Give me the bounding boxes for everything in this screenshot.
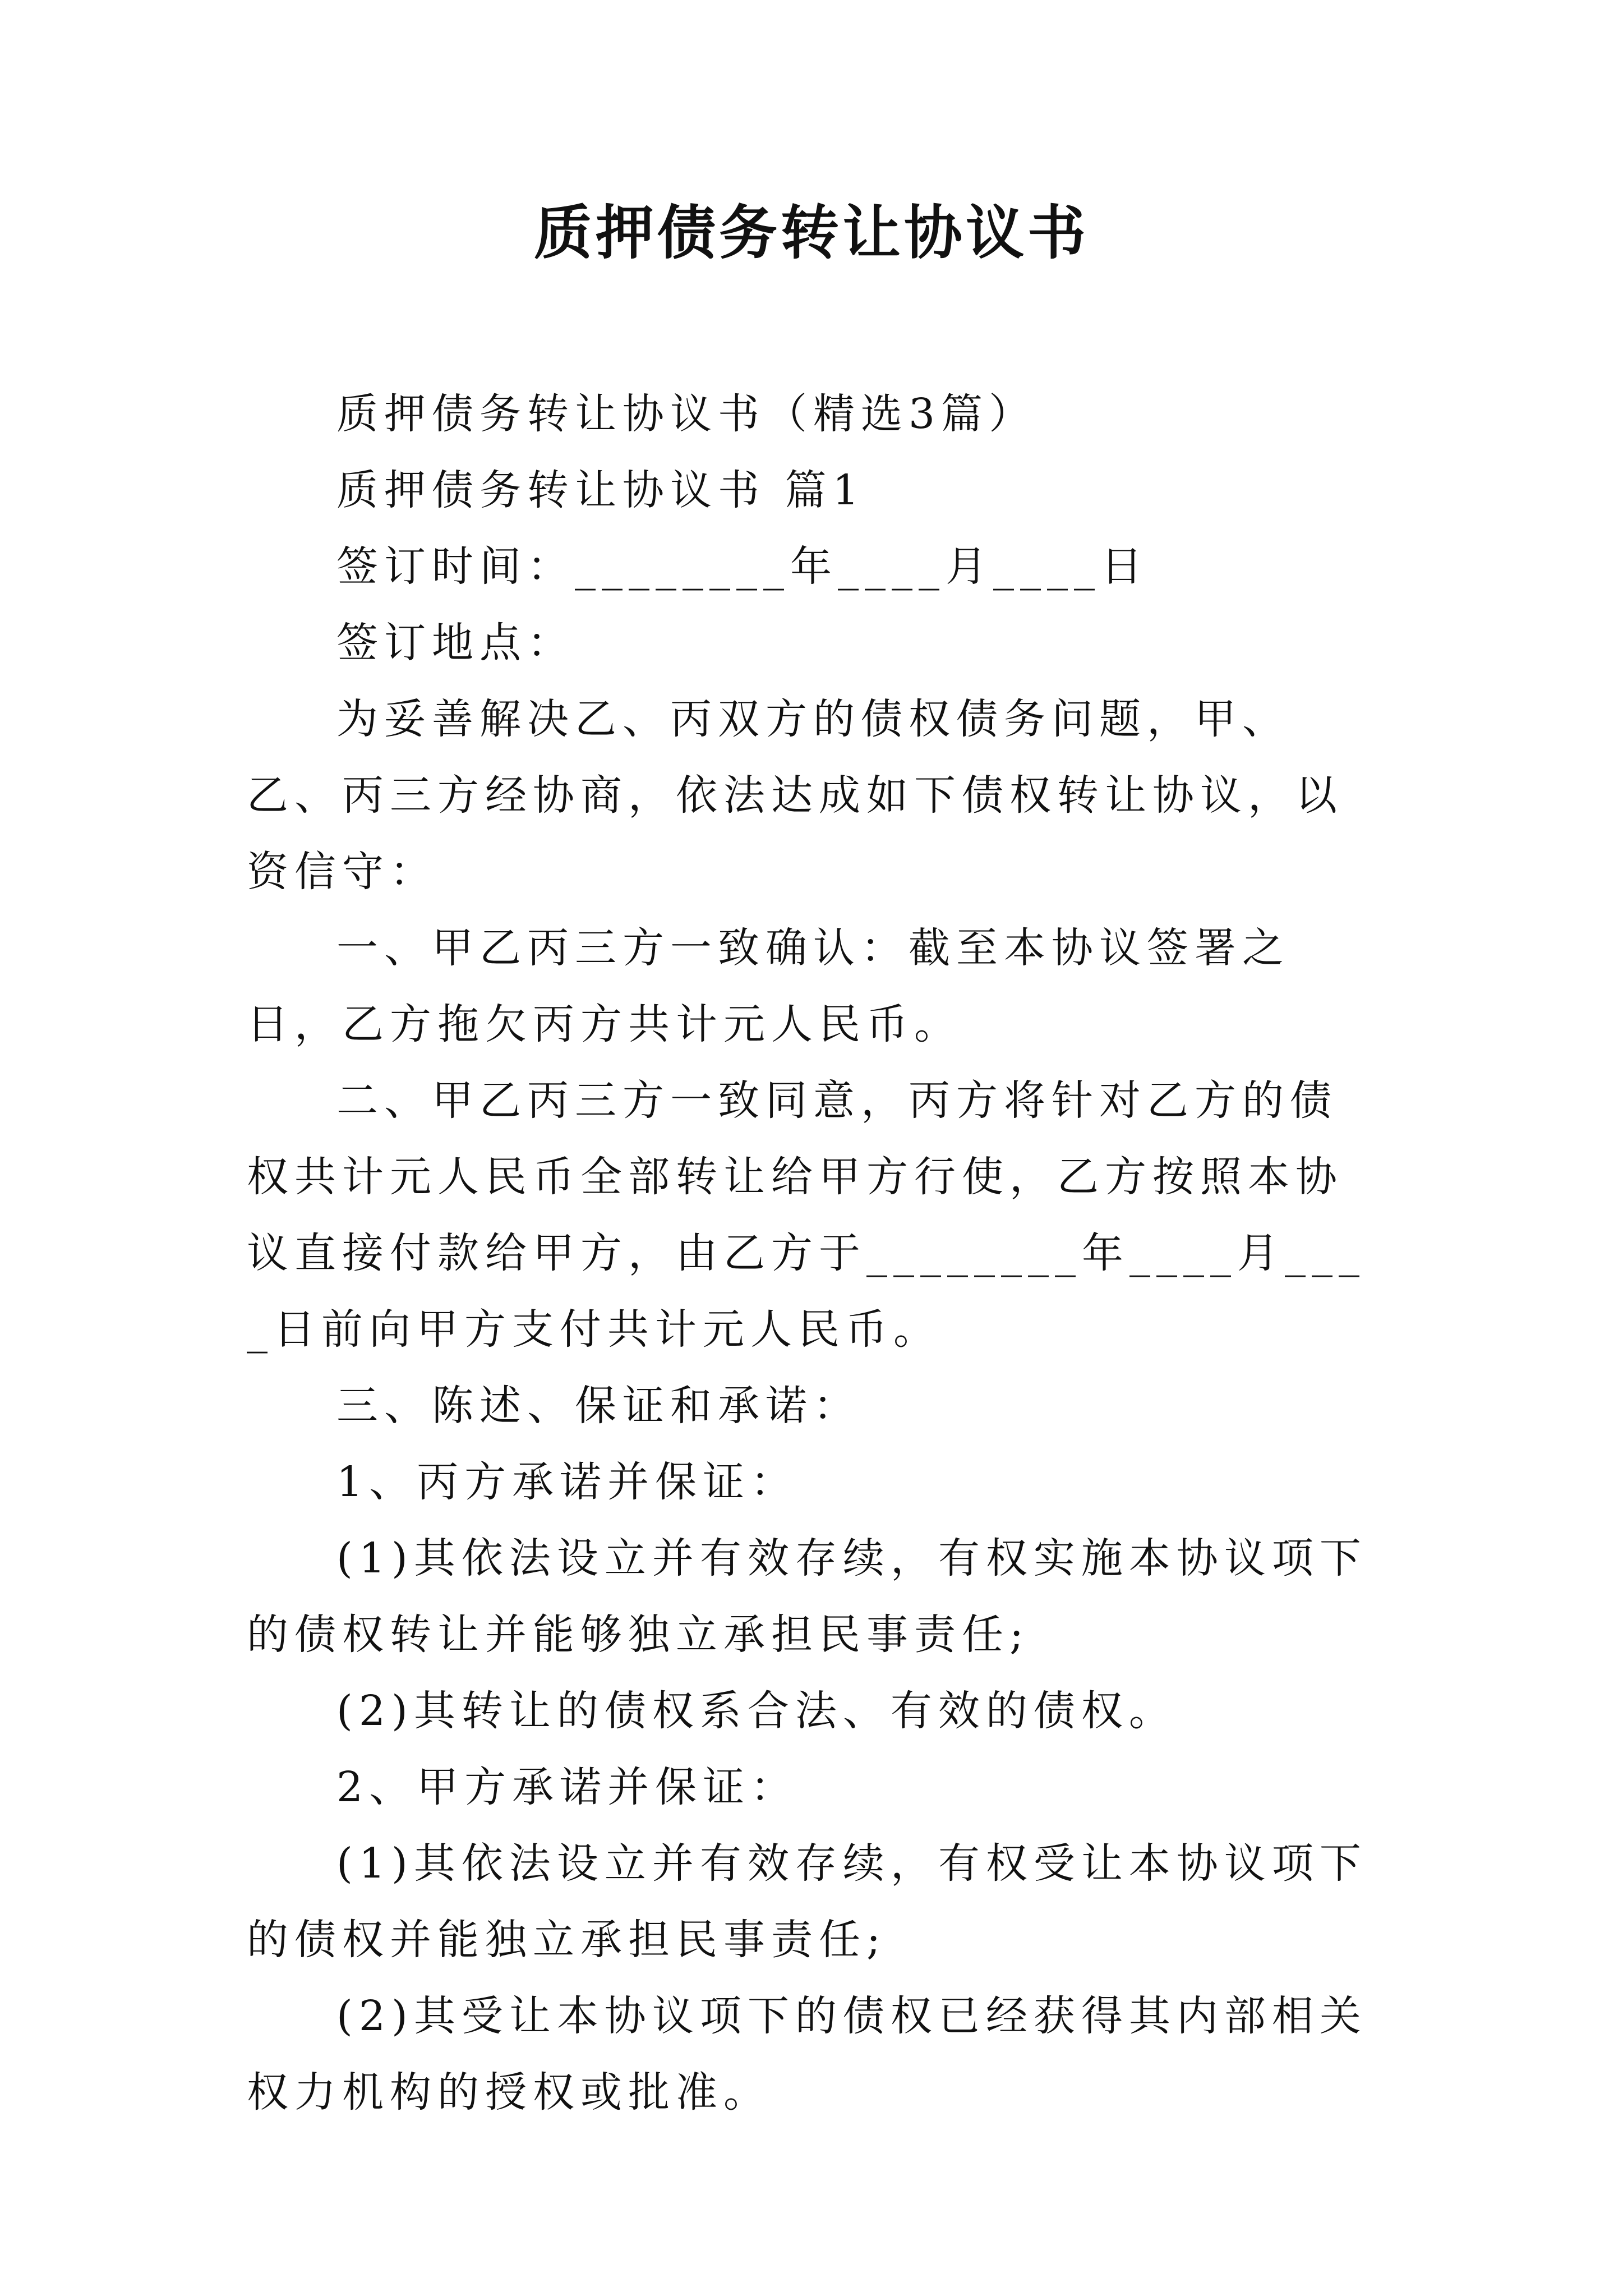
paragraph-clause-3-2-a: (1)其依法设立并有效存续，有权受让本协议项下的债权并能独立承担民事责任; (247, 1839, 1367, 1964)
paragraph-clause-3-1-a: (1)其依法设立并有效存续，有权实施本协议项下的债权转让并能够独立承担民事责任; (247, 1534, 1367, 1659)
paragraph-clause-3-2-b: (2)其受让本协议项下的债权已经获得其内部相关权力机构的授权或批准。 (247, 1992, 1367, 2116)
document-title: 质押债务转让协议书 (533, 198, 1089, 267)
paragraph-signing-place: 签订地点： (336, 619, 575, 667)
paragraph-clause-3-1-b: (2)其转让的债权系合法、有效的债权。 (336, 1687, 1177, 1735)
paragraph-clause-3-2: 2、甲方承诺并保证： (336, 1763, 799, 1811)
paragraph-preamble: 为妥善解决乙、丙双方的债权债务问题，甲、乙、丙三方经协商，依法达成如下债权转让协议，以资信守： (247, 695, 1343, 896)
document-body (247, 376, 1380, 2131)
paragraph-clause-2: 二、甲乙丙三方一致同意，丙方将针对乙方的债权共计元人民币全部转让给甲方行使，乙方按照本协议直接付款给甲方，由乙方于________年____月____日前向甲方支付共计元人民币。 (247, 1076, 1366, 1354)
paragraph-section-heading: 质押债务转让协议书 篇1 (336, 466, 865, 514)
paragraph-clause-1: 一、甲乙丙三方一致确认：截至本协议签署之日，乙方拖欠丙方共计元人民币。 (247, 924, 1290, 1048)
paragraph-signing-date: 签订时间：________年____月____日 (336, 542, 1149, 591)
paragraph-clause-3: 三、陈述、保证和承诺： (336, 1382, 861, 1430)
paragraph-clause-3-1: 1、丙方承诺并保证： (336, 1458, 799, 1506)
paragraph-subtitle: 质押债务转让协议书（精选3篇） (336, 390, 1037, 438)
